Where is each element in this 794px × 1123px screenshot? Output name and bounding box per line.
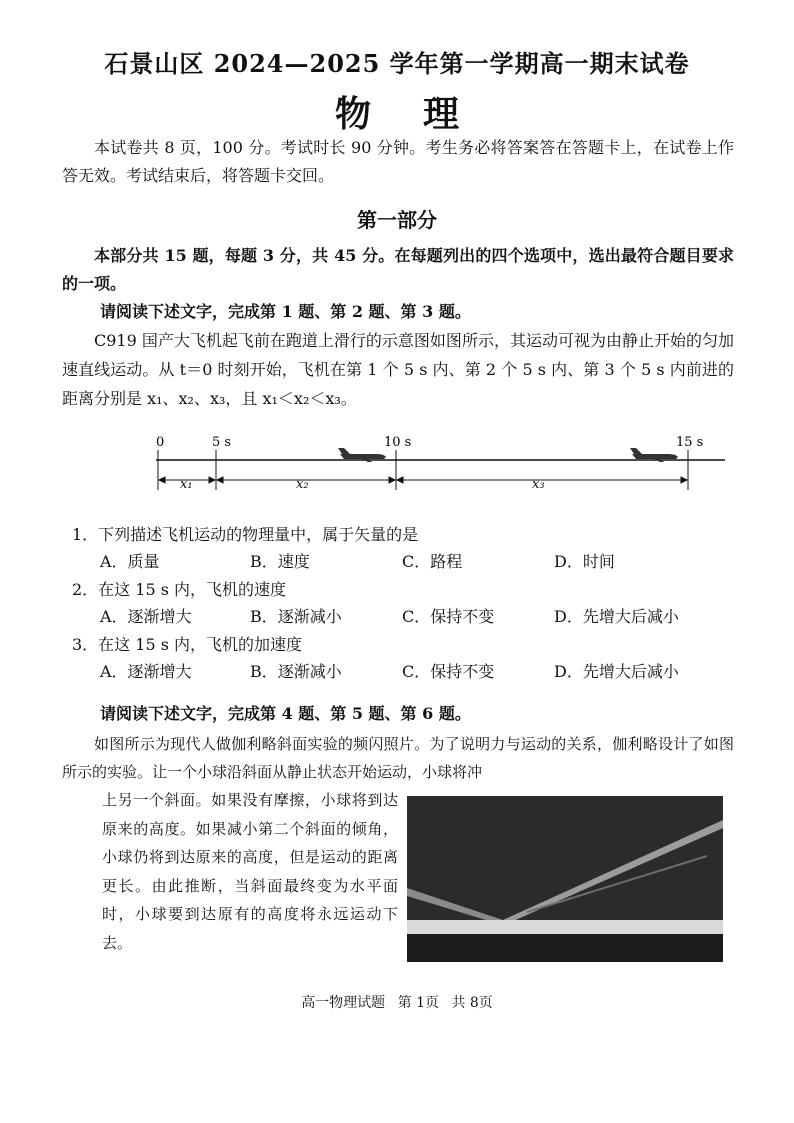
footer-total: 共 8页 — [451, 995, 493, 1011]
exam-title: 石景山区 2024—2025 学年第一学期高一期末试卷 — [104, 49, 690, 78]
question-3-stem: 3．在这 15 s 内，飞机的加速度 — [72, 635, 303, 654]
subject-heading — [0, 86, 794, 137]
subject-char-1: 物 — [334, 93, 371, 135]
q2-option-a: A．逐渐增大 — [100, 607, 192, 626]
question-2-stem: 2．在这 15 s 内，飞机的速度 — [72, 580, 287, 599]
q1-option-d: D．时间 — [554, 552, 615, 571]
page-footer — [0, 992, 794, 1012]
subject-char-2: 理 — [423, 93, 460, 135]
q3-option-d: D．先增大后减小 — [554, 662, 679, 681]
part1-intro: 本部分共 15 题，每题 3 分，共 45 分。在每题列出的四个选项中，选出最符合题目要求的一项。 — [62, 246, 734, 293]
distance-label-x1: x₁ — [180, 477, 193, 492]
part1-title: 第一部分 — [357, 208, 437, 232]
runway-diagram — [140, 428, 740, 508]
distance-label-x2: x₂ — [296, 477, 309, 492]
galileo-incline-photo — [407, 796, 723, 962]
q1-option-a: A．质量 — [100, 552, 160, 571]
time-label-0: 0 — [156, 435, 165, 450]
distance-label-x3: x₃ — [532, 477, 545, 492]
q3-option-b: B．逐渐减小 — [250, 662, 342, 681]
ground-rail — [407, 920, 723, 934]
time-label-15s: 15 s — [676, 435, 704, 450]
q2-option-d: D．先增大后减小 — [554, 607, 679, 626]
group1-passage: C919 国产大飞机起飞前在跑道上滑行的示意图如图所示，其运动可视为由静止开始的匀加速直线运动。从 t＝0 时刻开始，飞机在第 1 个 5 s 内、第 2 个 5 s 内、第 3 个 5 s 内前进的距离分别是 x₁、x₂、x₃，且 x₁＜x₂＜x₃。 — [62, 331, 734, 408]
q3-option-c: C．保持不变 — [402, 662, 495, 681]
group1-prompt: 请阅读下述文字，完成第 1 题、第 2 题、第 3 题。 — [100, 302, 471, 321]
group2-passage-left: 上另一个斜面。如果没有摩擦，小球将到达原来的高度。如果减小第二个斜面的倾角，小球仍将到达原来的高度，但是运动的距离更长。由此推断，当斜面最终变为水平面时，小球要到达原有的高度将永远运动下去。 — [102, 791, 398, 952]
q1-option-c: C．路程 — [402, 552, 463, 571]
q1-option-b: B．速度 — [250, 552, 310, 571]
time-label-10s: 10 s — [384, 435, 412, 450]
exam-instructions: 本试卷共 8 页，100 分。考试时长 90 分钟。考生务必将答案答在答题卡上，在试卷上作答无效。考试结束后，将答题卡交回。 — [62, 138, 734, 185]
q2-option-c: C．保持不变 — [402, 607, 495, 626]
question-1-stem: 1．下列描述飞机运动的物理量中，属于矢量的是 — [72, 525, 419, 544]
footer-page: 第 1页 — [397, 995, 439, 1011]
group2-prompt: 请阅读下述文字，完成第 4 题、第 5 题、第 6 题。 — [100, 704, 471, 723]
group2-passage-top: 如图所示为现代人做伽利略斜面实验的频闪照片。为了说明力与运动的关系，伽利略设计了如图所示的实验。让一个小球沿斜面从静止状态开始运动，小球将冲 — [62, 735, 734, 781]
q2-option-b: B．逐渐减小 — [250, 607, 342, 626]
q3-option-a: A．逐渐增大 — [100, 662, 192, 681]
time-label-5s: 5 s — [212, 435, 232, 450]
footer-subject: 高一物理试题 — [301, 995, 386, 1011]
